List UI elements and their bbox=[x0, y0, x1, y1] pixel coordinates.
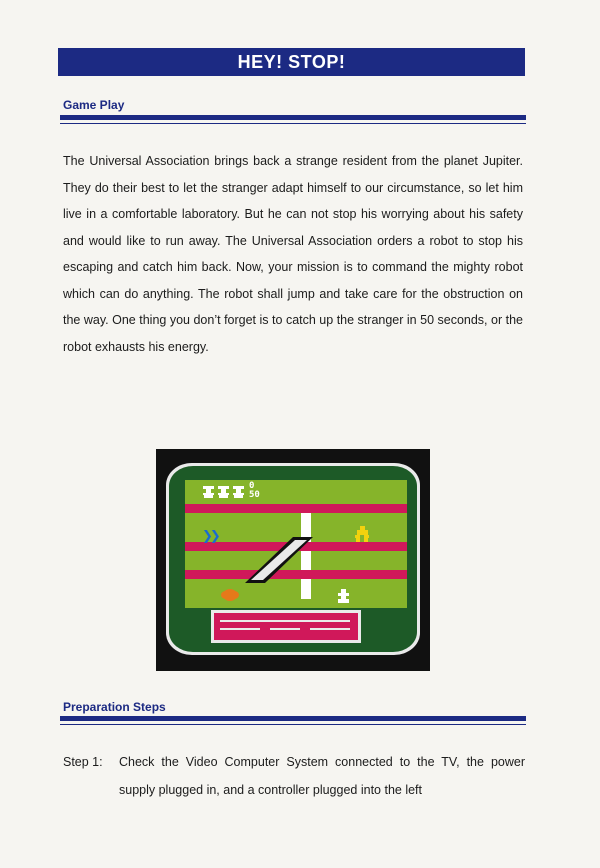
step-text: Check the Video Computer System connected to the TV, the power supply plugged in, and a controller plugged into the left bbox=[119, 755, 525, 797]
robot-sprite-icon bbox=[338, 589, 349, 603]
tv-screen-frame bbox=[166, 463, 420, 655]
timer-readout: 50 bbox=[249, 490, 260, 500]
game-screenshot bbox=[156, 449, 430, 671]
floor-stripe bbox=[185, 504, 407, 513]
energy-bar bbox=[214, 613, 358, 640]
energy-line bbox=[220, 628, 260, 630]
energy-line bbox=[270, 628, 300, 630]
heading-rule-thick bbox=[60, 716, 526, 721]
robot-life-icon bbox=[218, 486, 229, 498]
title-banner bbox=[58, 48, 525, 76]
stranger-sprite-icon bbox=[355, 526, 369, 542]
energy-line bbox=[310, 628, 350, 630]
score-readout: 0 bbox=[249, 481, 255, 491]
tv-screen bbox=[169, 466, 417, 652]
step-label: Step 1: bbox=[63, 755, 103, 769]
energy-base bbox=[211, 610, 361, 643]
step-1 bbox=[63, 748, 525, 804]
play-field bbox=[185, 480, 407, 608]
page-title: HEY! STOP! bbox=[237, 51, 346, 72]
robot-life-icon bbox=[203, 486, 214, 498]
obstacle-blob-icon bbox=[223, 589, 237, 601]
energy-line bbox=[220, 620, 350, 622]
direction-arrows-icon: ❯❯ bbox=[202, 529, 218, 544]
heading-rule-thick bbox=[60, 115, 526, 120]
heading-rule-thin bbox=[60, 724, 526, 725]
slanted-obstacle-icon bbox=[245, 535, 315, 585]
game-play-paragraph: The Universal Association brings back a strange resident from the planet Jupiter. They do their best to let the stranger adapt himself to our circumstance, so let him live in a comfortable laboratory. But he can not stop his worrying about his safety and would like to run away. The Universal Association orders a robot to stop his escaping and catch him back. Now, your mission is to command the mighty robot which can do anything. The robot shall jump and take care for the obstruction on the way. One thing you don’t forget is to catch up the stranger in 50 seconds, or the robot exhausts his energy. bbox=[63, 154, 523, 354]
section-heading-game-play: Game Play bbox=[63, 98, 125, 112]
heading-rule-thin bbox=[60, 123, 526, 124]
robot-life-icon bbox=[233, 486, 244, 498]
section-heading-preparation: Preparation Steps bbox=[63, 700, 166, 714]
lives-indicator bbox=[203, 485, 248, 503]
